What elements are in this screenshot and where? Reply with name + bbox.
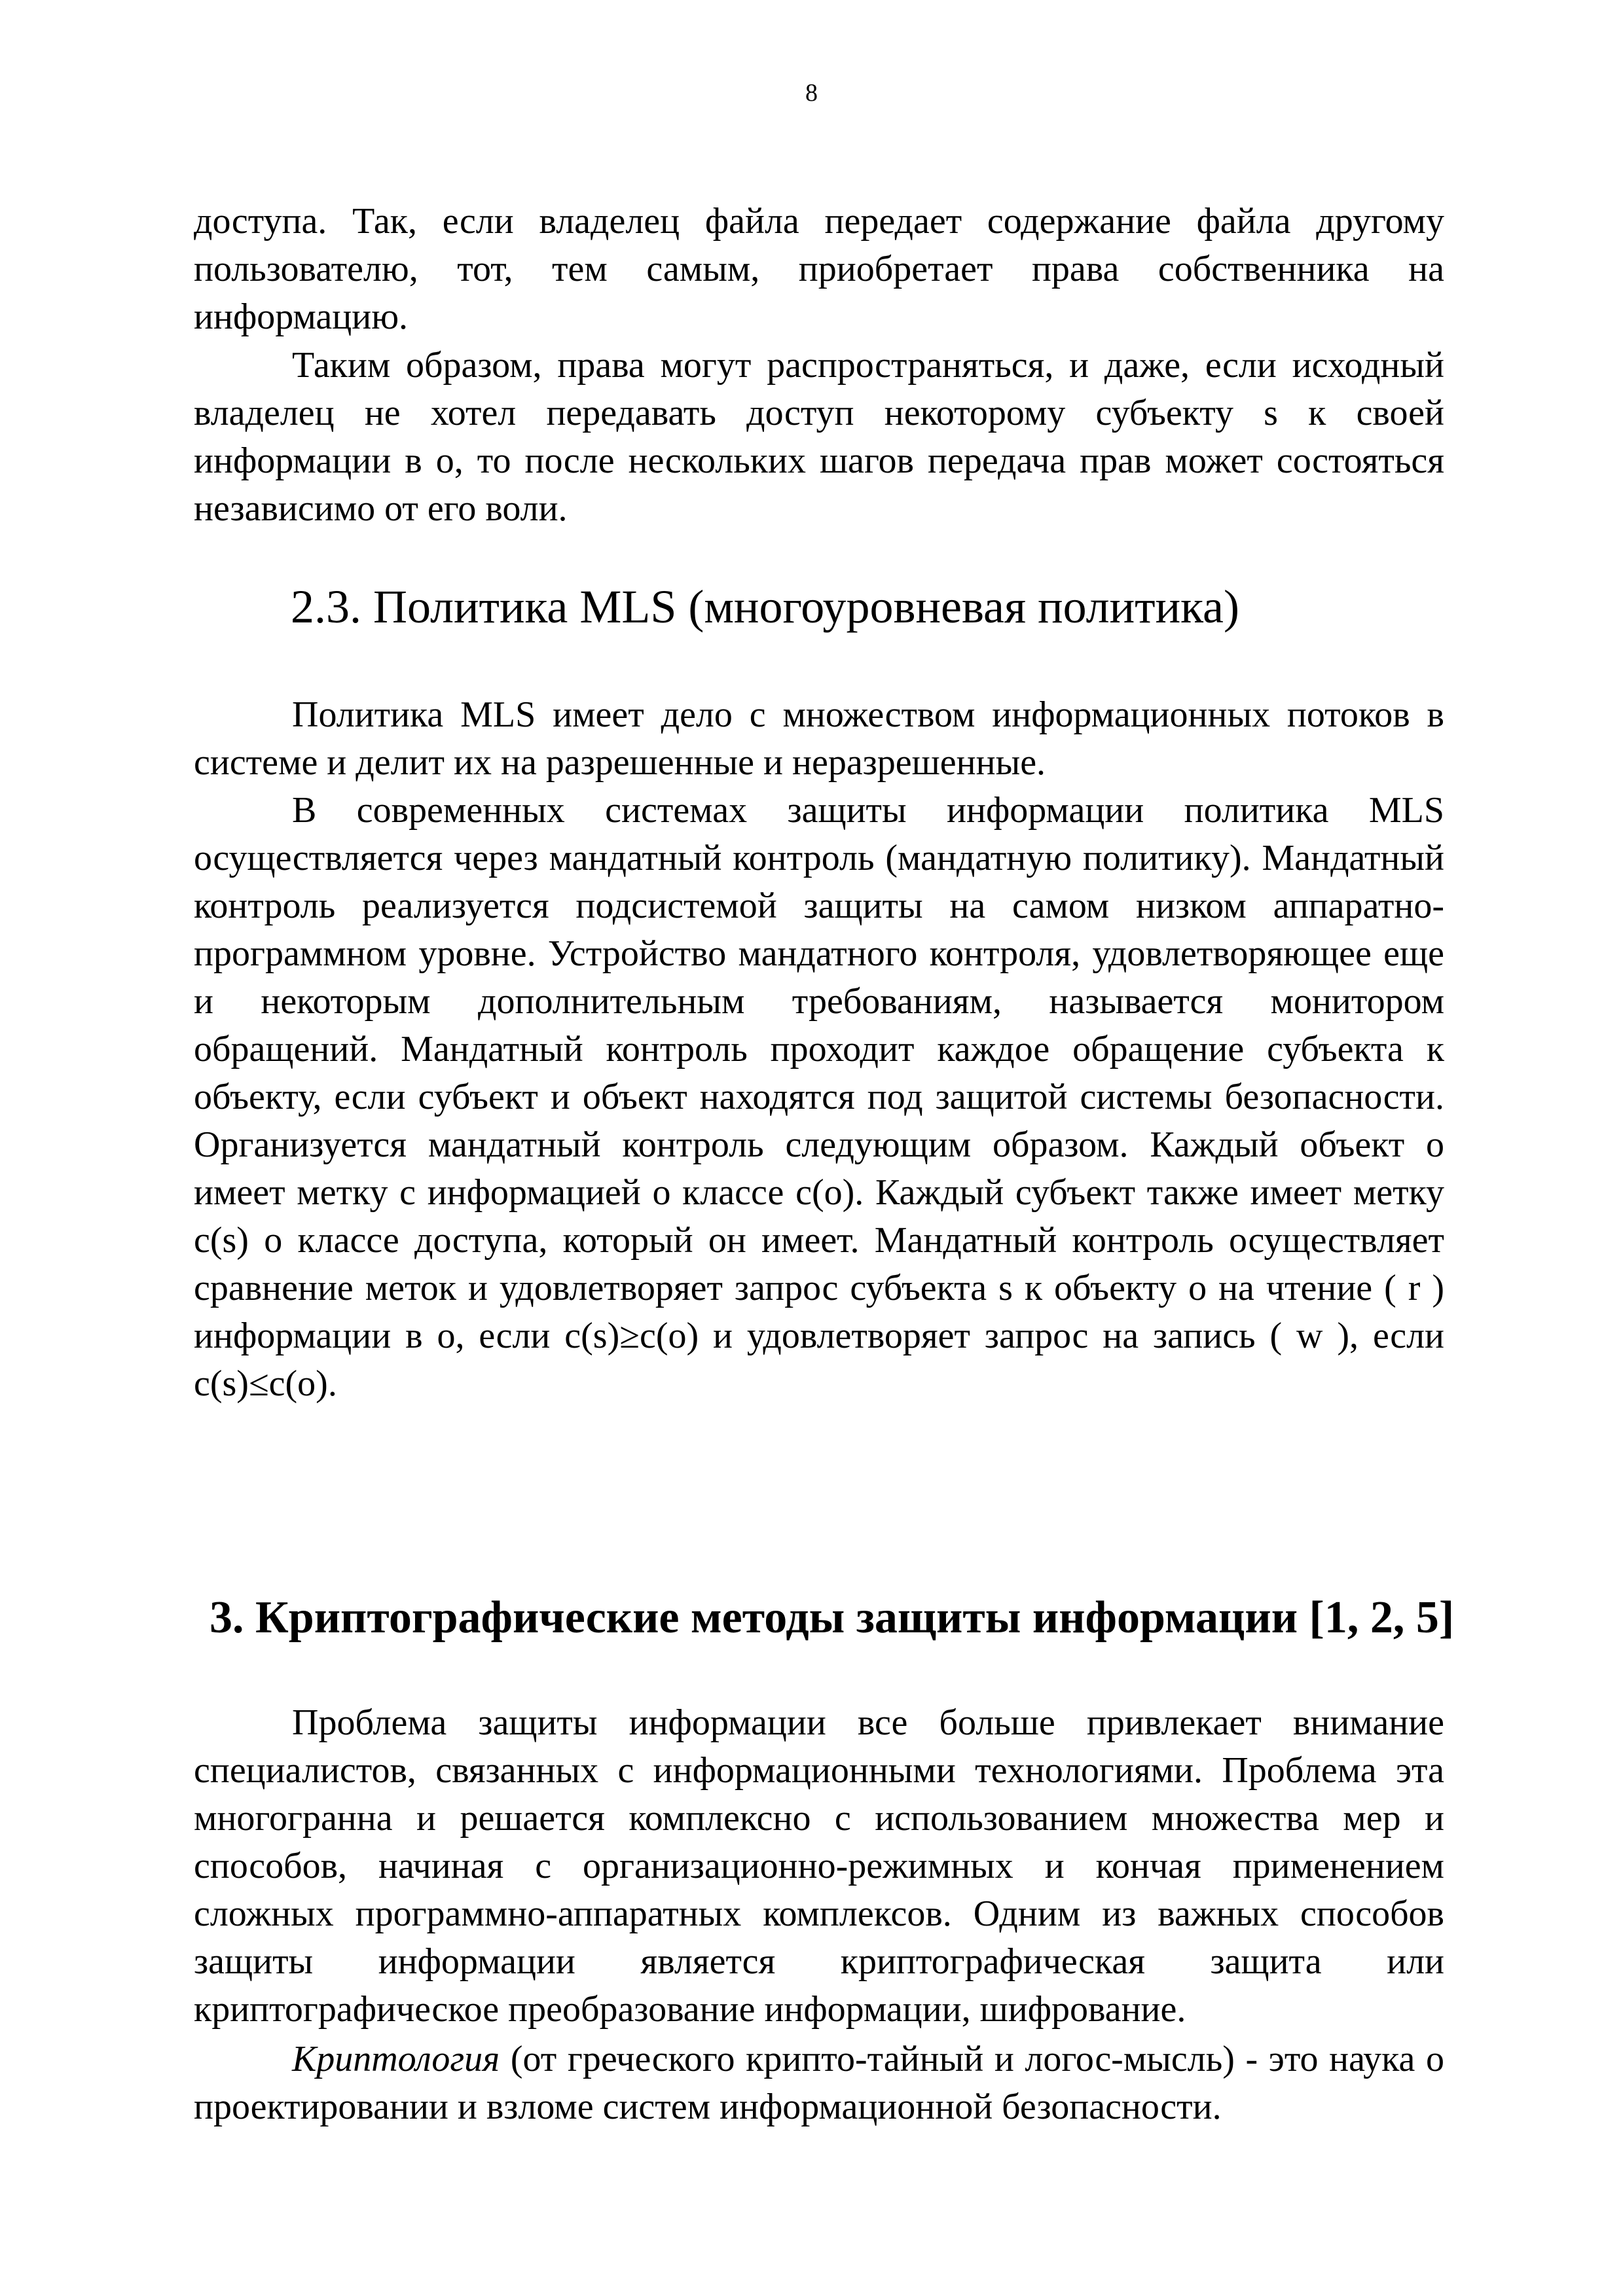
heading-mls-policy: 2.3. Политика MLS (многоуровневая политика) xyxy=(291,581,1239,633)
paragraph-access-transfer: доступа. Так, если владелец файла передает содержание файла другому пользователю, тот, тем самым, приобретает права собственника на информацию. xyxy=(194,201,1444,337)
paragraph-rights-propagation: Таким образом, права могут распространяться, и даже, если исходный владелец не хотел передавать доступ некоторому субъекту s к своей информации в o, то после нескольких шагов передача прав может состояться независимо от его воли. xyxy=(194,345,1444,529)
page-number: 8 xyxy=(805,79,818,107)
cryptology-definition-text: (от греческого крипто-тайный и логос-мысль) - это наука о проектировании и взломе систем информационной безопасности. xyxy=(194,2039,1444,2127)
paragraph-mls-intro: Политика MLS имеет дело с множеством информационных потоков в системе и делит их на разрешенные и неразрешенные. xyxy=(194,694,1444,783)
paragraph-info-protection-problem: Проблема защиты информации все больше привлекает внимание специалистов, связанных с информационными технологиями. Проблема эта многогранна и решается комплексно с использованием множества мер и способов, начиная с организационно-режимных и кончая применением сложных программно-аппаратных комплексов. Одним из важных способов защиты информации является криптографическая защита или криптографическое преобразование информации, шифрование. xyxy=(194,1702,1444,2030)
paragraph-cryptology-definition xyxy=(194,2036,1444,2131)
term-cryptology: Криптология xyxy=(292,2039,500,2079)
paragraph-mandatory-control: В современных системах защиты информации политика MLS осуществляется через мандатный контроль (мандатную политику). Мандатный контроль реализуется подсистемой защиты на самом низком аппаратно-программном уровне. Устройство мандатного контроля, удовлетворяющее еще и некоторым дополнительным требованиям, называется монитором обращений. Мандатный контроль проходит каждое обращение субъекта к объекту, если субъект и объект находятся под защитой системы безопасности. Организуется мандатный контроль следующим образом. Каждый объект o имеет метку с информацией о классе c(o). Каждый субъект также имеет метку c(s) о классе доступа, который он имеет. Мандатный контроль осуществляет сравнение меток и удовлетворяет запрос субъекта s к объекту o на чтение ( r ) информации в o, если c(s)≥c(o) и удовлетворяет запрос на запись ( w ), если c(s)≤c(o). xyxy=(194,790,1444,1404)
heading-crypto-methods: 3. Криптографические методы защиты информации [1, 2, 5] xyxy=(210,1592,1455,1643)
